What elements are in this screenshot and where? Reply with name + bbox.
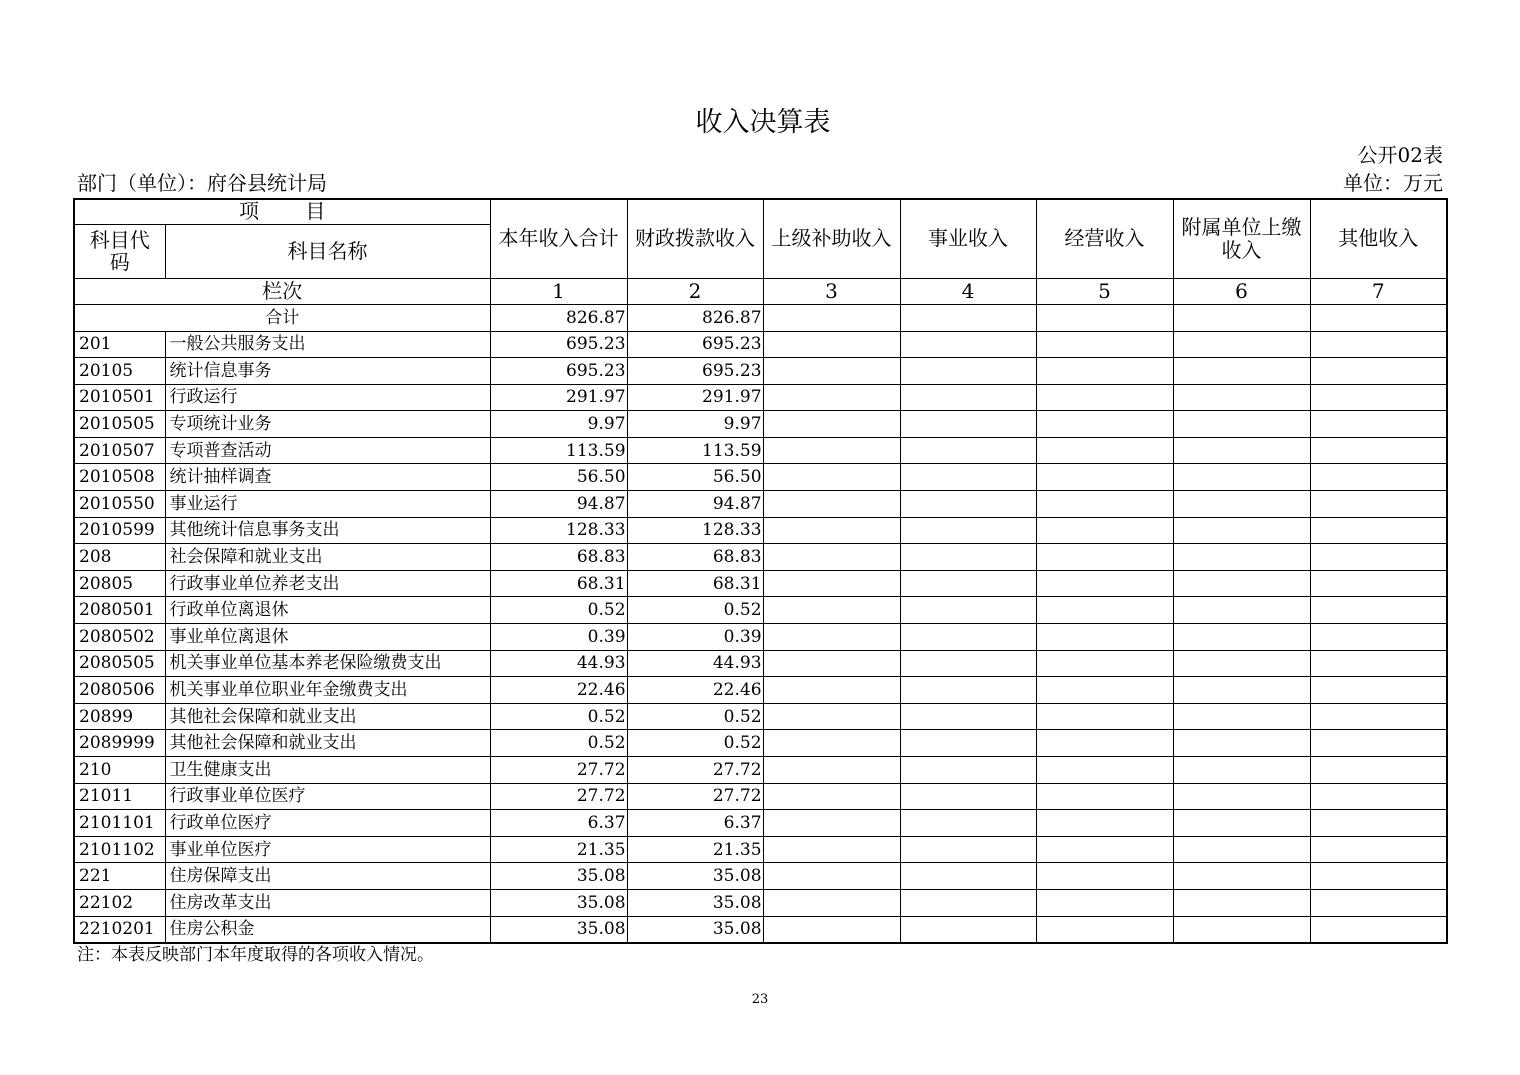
total-amount-col-6 bbox=[1173, 304, 1310, 331]
amount-cell-col-5 bbox=[1036, 757, 1173, 784]
amount-cell-col-3 bbox=[763, 597, 900, 624]
amount-cell-col-5 bbox=[1036, 730, 1173, 757]
total-label: 合计 bbox=[74, 304, 490, 331]
amount-cell-col-2: 44.93 bbox=[627, 650, 763, 677]
amount-cell-col-6 bbox=[1173, 624, 1310, 651]
amount-cell-col-2: 291.97 bbox=[627, 384, 763, 411]
subject-code-cell: 22102 bbox=[74, 889, 165, 916]
subject-name-cell: 事业单位医疗 bbox=[165, 836, 490, 863]
amount-cell-col-6 bbox=[1173, 570, 1310, 597]
subject-code-cell: 201 bbox=[74, 331, 165, 358]
amount-cell-col-6 bbox=[1173, 677, 1310, 704]
amount-cell-col-4 bbox=[900, 437, 1036, 464]
amount-cell-col-7 bbox=[1310, 863, 1447, 890]
amount-cell-col-6 bbox=[1173, 411, 1310, 438]
amount-cell-col-4 bbox=[900, 517, 1036, 544]
page-title: 收入决算表 bbox=[695, 107, 831, 138]
amount-cell-col-6 bbox=[1173, 916, 1310, 943]
amount-cell-col-1: 113.59 bbox=[490, 437, 627, 464]
amount-cell-col-5 bbox=[1036, 810, 1173, 837]
amount-cell-col-4 bbox=[900, 597, 1036, 624]
amount-cell-col-3 bbox=[763, 916, 900, 943]
amount-cell-col-6 bbox=[1173, 464, 1310, 491]
amount-cell-col-7 bbox=[1310, 491, 1447, 518]
page-number: 23 bbox=[751, 992, 769, 1007]
column-index-number: 2 bbox=[627, 278, 763, 304]
item-header: 项 目 bbox=[74, 199, 490, 224]
amount-cell-col-5 bbox=[1036, 411, 1173, 438]
amount-cell-col-3 bbox=[763, 384, 900, 411]
amount-cell-col-6 bbox=[1173, 730, 1310, 757]
subject-code-cell: 2210201 bbox=[74, 916, 165, 943]
column-index-number: 3 bbox=[763, 278, 900, 304]
amount-cell-col-5 bbox=[1036, 597, 1173, 624]
amount-cell-col-2: 27.72 bbox=[627, 757, 763, 784]
table-row bbox=[74, 650, 1447, 677]
amount-cell-col-7 bbox=[1310, 437, 1447, 464]
subject-name-cell: 机关事业单位职业年金缴费支出 bbox=[165, 677, 490, 704]
subject-code-cell: 2010508 bbox=[74, 464, 165, 491]
subject-name-cell: 社会保障和就业支出 bbox=[165, 544, 490, 571]
column-index-number: 4 bbox=[900, 278, 1036, 304]
amount-cell-col-7 bbox=[1310, 570, 1447, 597]
table-row bbox=[74, 464, 1447, 491]
subject-code-cell: 2101101 bbox=[74, 810, 165, 837]
table-row bbox=[74, 491, 1447, 518]
amount-cell-col-4 bbox=[900, 650, 1036, 677]
amount-cell-col-3 bbox=[763, 358, 900, 385]
amount-cell-col-2: 128.33 bbox=[627, 517, 763, 544]
subject-code-cell: 2080505 bbox=[74, 650, 165, 677]
table-row bbox=[74, 358, 1447, 385]
subject-code-cell: 2010507 bbox=[74, 437, 165, 464]
amount-cell-col-1: 0.52 bbox=[490, 730, 627, 757]
amount-cell-col-3 bbox=[763, 863, 900, 890]
table-row bbox=[74, 863, 1447, 890]
amount-cell-col-4 bbox=[900, 411, 1036, 438]
amount-cell-col-6 bbox=[1173, 544, 1310, 571]
amount-cell-col-3 bbox=[763, 677, 900, 704]
amount-cell-col-4 bbox=[900, 331, 1036, 358]
amount-cell-col-7 bbox=[1310, 464, 1447, 491]
amount-cell-col-5 bbox=[1036, 916, 1173, 943]
unit-label: 单位：万元 bbox=[1343, 171, 1443, 195]
amount-cell-col-7 bbox=[1310, 517, 1447, 544]
table-row bbox=[74, 677, 1447, 704]
subject-name-cell: 统计信息事务 bbox=[165, 358, 490, 385]
amount-cell-col-5 bbox=[1036, 437, 1173, 464]
amount-cell-col-1: 0.39 bbox=[490, 624, 627, 651]
income-table bbox=[73, 198, 1448, 944]
subject-code-header: 科目代码 bbox=[74, 224, 165, 278]
amount-cell-col-7 bbox=[1310, 810, 1447, 837]
table-row bbox=[74, 544, 1447, 571]
amount-cell-col-1: 22.46 bbox=[490, 677, 627, 704]
table-row bbox=[74, 570, 1447, 597]
header-row bbox=[74, 199, 1447, 224]
subject-code-cell: 2010505 bbox=[74, 411, 165, 438]
amount-cell-col-2: 113.59 bbox=[627, 437, 763, 464]
column-index-number: 6 bbox=[1173, 278, 1310, 304]
amount-cell-col-5 bbox=[1036, 544, 1173, 571]
amount-cell-col-6 bbox=[1173, 836, 1310, 863]
subject-name-cell: 其他社会保障和就业支出 bbox=[165, 703, 490, 730]
amount-cell-col-6 bbox=[1173, 650, 1310, 677]
amount-cell-col-2: 695.23 bbox=[627, 358, 763, 385]
table-row bbox=[74, 757, 1447, 784]
subject-name-header: 科目名称 bbox=[165, 224, 490, 278]
column-header-other-income: 其他收入 bbox=[1310, 199, 1447, 278]
amount-cell-col-5 bbox=[1036, 358, 1173, 385]
subject-name-cell: 住房改革支出 bbox=[165, 889, 490, 916]
amount-cell-col-4 bbox=[900, 624, 1036, 651]
amount-cell-col-6 bbox=[1173, 783, 1310, 810]
amount-cell-col-7 bbox=[1310, 411, 1447, 438]
subject-name-cell: 事业单位离退休 bbox=[165, 624, 490, 651]
amount-cell-col-4 bbox=[900, 757, 1036, 784]
amount-cell-col-4 bbox=[900, 783, 1036, 810]
amount-cell-col-4 bbox=[900, 491, 1036, 518]
amount-cell-col-2: 68.31 bbox=[627, 570, 763, 597]
column-header-business-income: 事业收入 bbox=[900, 199, 1036, 278]
column-index-number: 7 bbox=[1310, 278, 1447, 304]
table-row bbox=[74, 889, 1447, 916]
amount-cell-col-4 bbox=[900, 570, 1036, 597]
subject-code-cell: 20105 bbox=[74, 358, 165, 385]
amount-cell-col-3 bbox=[763, 411, 900, 438]
amount-cell-col-5 bbox=[1036, 624, 1173, 651]
amount-cell-col-5 bbox=[1036, 517, 1173, 544]
amount-cell-col-3 bbox=[763, 570, 900, 597]
column-index-number: 5 bbox=[1036, 278, 1173, 304]
total-amount-col-3 bbox=[763, 304, 900, 331]
amount-cell-col-3 bbox=[763, 544, 900, 571]
amount-cell-col-3 bbox=[763, 703, 900, 730]
subject-code-cell: 21011 bbox=[74, 783, 165, 810]
table-row bbox=[74, 730, 1447, 757]
amount-cell-col-4 bbox=[900, 544, 1036, 571]
subject-name-cell: 行政运行 bbox=[165, 384, 490, 411]
amount-cell-col-6 bbox=[1173, 491, 1310, 518]
subject-name-cell: 专项普查活动 bbox=[165, 437, 490, 464]
subject-name-cell: 统计抽样调查 bbox=[165, 464, 490, 491]
amount-cell-col-4 bbox=[900, 889, 1036, 916]
table-code: 公开02表 bbox=[1357, 143, 1443, 167]
amount-cell-col-6 bbox=[1173, 358, 1310, 385]
amount-cell-col-1: 44.93 bbox=[490, 650, 627, 677]
amount-cell-col-7 bbox=[1310, 916, 1447, 943]
subject-name-cell: 专项统计业务 bbox=[165, 411, 490, 438]
amount-cell-col-2: 0.52 bbox=[627, 703, 763, 730]
amount-cell-col-3 bbox=[763, 517, 900, 544]
amount-cell-col-3 bbox=[763, 331, 900, 358]
amount-cell-col-6 bbox=[1173, 597, 1310, 624]
column-header-affiliated-remittance: 附属单位上缴收入 bbox=[1173, 199, 1310, 278]
amount-cell-col-6 bbox=[1173, 437, 1310, 464]
amount-cell-col-4 bbox=[900, 677, 1036, 704]
subject-code-cell: 208 bbox=[74, 544, 165, 571]
table-row bbox=[74, 836, 1447, 863]
amount-cell-col-5 bbox=[1036, 650, 1173, 677]
amount-cell-col-4 bbox=[900, 916, 1036, 943]
amount-cell-col-3 bbox=[763, 650, 900, 677]
amount-cell-col-7 bbox=[1310, 783, 1447, 810]
amount-cell-col-2: 0.52 bbox=[627, 730, 763, 757]
amount-cell-col-2: 21.35 bbox=[627, 836, 763, 863]
amount-cell-col-7 bbox=[1310, 703, 1447, 730]
column-header-fiscal-appropriation: 财政拨款收入 bbox=[627, 199, 763, 278]
amount-cell-col-4 bbox=[900, 730, 1036, 757]
subject-name-cell: 事业运行 bbox=[165, 491, 490, 518]
column-index-row bbox=[74, 278, 1447, 304]
amount-cell-col-1: 56.50 bbox=[490, 464, 627, 491]
amount-cell-col-2: 35.08 bbox=[627, 889, 763, 916]
amount-cell-col-1: 6.37 bbox=[490, 810, 627, 837]
amount-cell-col-1: 35.08 bbox=[490, 889, 627, 916]
subject-code-cell: 2101102 bbox=[74, 836, 165, 863]
table-row bbox=[74, 597, 1447, 624]
amount-cell-col-3 bbox=[763, 783, 900, 810]
amount-cell-col-4 bbox=[900, 836, 1036, 863]
amount-cell-col-6 bbox=[1173, 384, 1310, 411]
amount-cell-col-4 bbox=[900, 863, 1036, 890]
subject-code-cell: 2089999 bbox=[74, 730, 165, 757]
subject-code-cell: 221 bbox=[74, 863, 165, 890]
amount-cell-col-2: 0.39 bbox=[627, 624, 763, 651]
total-amount-col-1: 826.87 bbox=[490, 304, 627, 331]
amount-cell-col-2: 68.83 bbox=[627, 544, 763, 571]
column-header-operating-income: 经营收入 bbox=[1036, 199, 1173, 278]
amount-cell-col-4 bbox=[900, 384, 1036, 411]
subject-name-cell: 其他社会保障和就业支出 bbox=[165, 730, 490, 757]
amount-cell-col-2: 0.52 bbox=[627, 597, 763, 624]
amount-cell-col-7 bbox=[1310, 544, 1447, 571]
amount-cell-col-5 bbox=[1036, 570, 1173, 597]
subject-code-cell: 2010550 bbox=[74, 491, 165, 518]
amount-cell-col-1: 21.35 bbox=[490, 836, 627, 863]
table-row bbox=[74, 331, 1447, 358]
subject-code-cell: 2080502 bbox=[74, 624, 165, 651]
subject-code-cell: 210 bbox=[74, 757, 165, 784]
amount-cell-col-1: 695.23 bbox=[490, 331, 627, 358]
amount-cell-col-7 bbox=[1310, 650, 1447, 677]
subject-name-cell: 行政事业单位养老支出 bbox=[165, 570, 490, 597]
amount-cell-col-3 bbox=[763, 730, 900, 757]
column-header-total-income: 本年收入合计 bbox=[490, 199, 627, 278]
column-index-label: 栏次 bbox=[74, 278, 490, 304]
total-amount-col-7 bbox=[1310, 304, 1447, 331]
amount-cell-col-7 bbox=[1310, 358, 1447, 385]
amount-cell-col-7 bbox=[1310, 730, 1447, 757]
total-amount-col-4 bbox=[900, 304, 1036, 331]
amount-cell-col-6 bbox=[1173, 810, 1310, 837]
amount-cell-col-5 bbox=[1036, 783, 1173, 810]
total-amount-col-2: 826.87 bbox=[627, 304, 763, 331]
subject-code-cell: 20805 bbox=[74, 570, 165, 597]
amount-cell-col-3 bbox=[763, 464, 900, 491]
amount-cell-col-7 bbox=[1310, 757, 1447, 784]
amount-cell-col-1: 27.72 bbox=[490, 783, 627, 810]
amount-cell-col-2: 56.50 bbox=[627, 464, 763, 491]
table-row bbox=[74, 437, 1447, 464]
table-row bbox=[74, 810, 1447, 837]
subject-code-cell: 2010501 bbox=[74, 384, 165, 411]
amount-cell-col-2: 6.37 bbox=[627, 810, 763, 837]
amount-cell-col-7 bbox=[1310, 624, 1447, 651]
amount-cell-col-5 bbox=[1036, 889, 1173, 916]
table-row bbox=[74, 783, 1447, 810]
amount-cell-col-7 bbox=[1310, 597, 1447, 624]
amount-cell-col-3 bbox=[763, 491, 900, 518]
subject-code-cell: 2080501 bbox=[74, 597, 165, 624]
amount-cell-col-5 bbox=[1036, 863, 1173, 890]
amount-cell-col-2: 22.46 bbox=[627, 677, 763, 704]
amount-cell-col-1: 291.97 bbox=[490, 384, 627, 411]
amount-cell-col-7 bbox=[1310, 677, 1447, 704]
amount-cell-col-3 bbox=[763, 889, 900, 916]
amount-cell-col-7 bbox=[1310, 889, 1447, 916]
amount-cell-col-1: 9.97 bbox=[490, 411, 627, 438]
amount-cell-col-4 bbox=[900, 464, 1036, 491]
subject-name-cell: 机关事业单位基本养老保险缴费支出 bbox=[165, 650, 490, 677]
table-row bbox=[74, 624, 1447, 651]
table-note: 注：本表反映部门本年度取得的各项收入情况。 bbox=[77, 945, 434, 965]
amount-cell-col-6 bbox=[1173, 863, 1310, 890]
amount-cell-col-6 bbox=[1173, 757, 1310, 784]
amount-cell-col-3 bbox=[763, 757, 900, 784]
amount-cell-col-1: 35.08 bbox=[490, 916, 627, 943]
column-header-superior-subsidy: 上级补助收入 bbox=[763, 199, 900, 278]
amount-cell-col-5 bbox=[1036, 703, 1173, 730]
amount-cell-col-5 bbox=[1036, 464, 1173, 491]
amount-cell-col-2: 94.87 bbox=[627, 491, 763, 518]
amount-cell-col-3 bbox=[763, 624, 900, 651]
amount-cell-col-6 bbox=[1173, 331, 1310, 358]
subject-code-cell: 2010599 bbox=[74, 517, 165, 544]
amount-cell-col-7 bbox=[1310, 331, 1447, 358]
amount-cell-col-4 bbox=[900, 358, 1036, 385]
amount-cell-col-1: 0.52 bbox=[490, 597, 627, 624]
table-row bbox=[74, 411, 1447, 438]
amount-cell-col-2: 9.97 bbox=[627, 411, 763, 438]
amount-cell-col-4 bbox=[900, 810, 1036, 837]
subject-code-cell: 20899 bbox=[74, 703, 165, 730]
total-amount-col-5 bbox=[1036, 304, 1173, 331]
amount-cell-col-6 bbox=[1173, 517, 1310, 544]
amount-cell-col-4 bbox=[900, 703, 1036, 730]
amount-cell-col-1: 68.83 bbox=[490, 544, 627, 571]
amount-cell-col-3 bbox=[763, 836, 900, 863]
subject-name-cell: 住房公积金 bbox=[165, 916, 490, 943]
subject-name-cell: 一般公共服务支出 bbox=[165, 331, 490, 358]
amount-cell-col-5 bbox=[1036, 836, 1173, 863]
amount-cell-col-1: 27.72 bbox=[490, 757, 627, 784]
subject-name-cell: 住房保障支出 bbox=[165, 863, 490, 890]
amount-cell-col-3 bbox=[763, 810, 900, 837]
table-row bbox=[74, 384, 1447, 411]
total-row bbox=[74, 304, 1447, 331]
amount-cell-col-5 bbox=[1036, 491, 1173, 518]
amount-cell-col-5 bbox=[1036, 331, 1173, 358]
amount-cell-col-6 bbox=[1173, 889, 1310, 916]
amount-cell-col-1: 695.23 bbox=[490, 358, 627, 385]
amount-cell-col-1: 0.52 bbox=[490, 703, 627, 730]
column-index-number: 1 bbox=[490, 278, 627, 304]
amount-cell-col-7 bbox=[1310, 836, 1447, 863]
subject-code-cell: 2080506 bbox=[74, 677, 165, 704]
amount-cell-col-3 bbox=[763, 437, 900, 464]
table-row bbox=[74, 916, 1447, 943]
amount-cell-col-5 bbox=[1036, 677, 1173, 704]
amount-cell-col-1: 35.08 bbox=[490, 863, 627, 890]
amount-cell-col-7 bbox=[1310, 384, 1447, 411]
table-row bbox=[74, 703, 1447, 730]
amount-cell-col-2: 695.23 bbox=[627, 331, 763, 358]
subject-name-cell: 其他统计信息事务支出 bbox=[165, 517, 490, 544]
amount-cell-col-2: 35.08 bbox=[627, 863, 763, 890]
amount-cell-col-5 bbox=[1036, 384, 1173, 411]
subject-name-cell: 行政单位医疗 bbox=[165, 810, 490, 837]
subject-name-cell: 行政单位离退休 bbox=[165, 597, 490, 624]
amount-cell-col-2: 35.08 bbox=[627, 916, 763, 943]
amount-cell-col-1: 94.87 bbox=[490, 491, 627, 518]
subject-name-cell: 卫生健康支出 bbox=[165, 757, 490, 784]
amount-cell-col-2: 27.72 bbox=[627, 783, 763, 810]
subject-name-cell: 行政事业单位医疗 bbox=[165, 783, 490, 810]
department-label: 部门（单位）：府谷县统计局 bbox=[77, 171, 327, 195]
amount-cell-col-6 bbox=[1173, 703, 1310, 730]
amount-cell-col-1: 128.33 bbox=[490, 517, 627, 544]
amount-cell-col-1: 68.31 bbox=[490, 570, 627, 597]
table-row bbox=[74, 517, 1447, 544]
